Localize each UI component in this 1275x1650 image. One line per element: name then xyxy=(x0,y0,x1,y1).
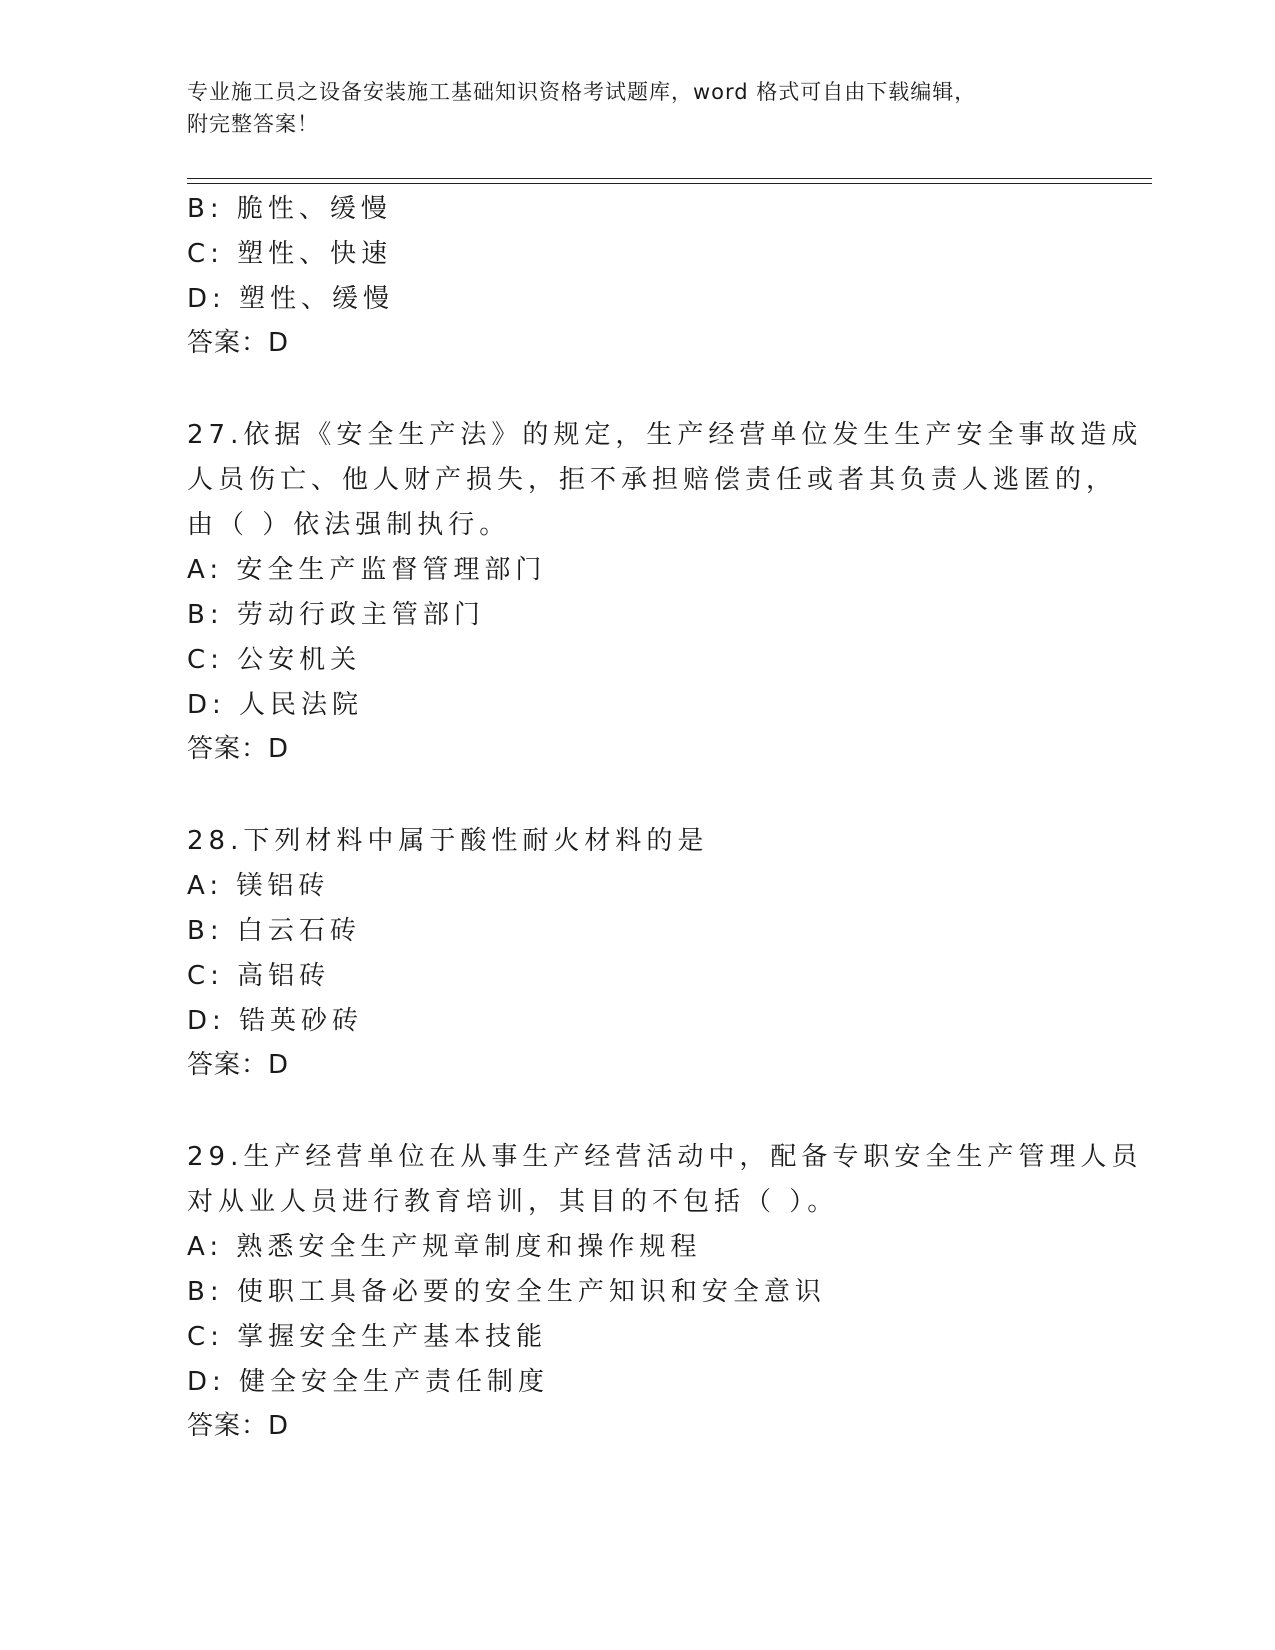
header-divider-secondary xyxy=(187,183,1152,184)
question-stem-line: 28.下列材料中属于酸性耐火材料的是 xyxy=(187,826,709,856)
question-stem-line: 对从业人员进行教育培训，其目的不包括（ ）。 xyxy=(187,1187,839,1217)
answer-label: 答案：D xyxy=(187,734,290,764)
answer-label: 答案：D xyxy=(187,1050,290,1080)
option-c: C: 高铝砖 xyxy=(187,961,331,991)
option-c: C: 掌握安全生产基本技能 xyxy=(187,1322,548,1352)
option-d: D: 塑性、缓慢 xyxy=(187,284,395,314)
question-stem-line: 人员伤亡、他人财产损失，拒不承担赔偿责任或者其负责人逃匿的， xyxy=(187,465,1118,495)
header-note xyxy=(187,76,1087,140)
option-d: D: 锆英砂砖 xyxy=(187,1006,364,1036)
header-line-2: 附完整答案！ xyxy=(187,112,319,136)
option-d: D: 人民法院 xyxy=(187,690,364,720)
option-a: A: 安全生产监督管理部门 xyxy=(187,555,547,585)
question-stem-line: 29.生产经营单位在从事生产经营活动中，配备专职安全生产管理人员 xyxy=(187,1142,1143,1172)
option-b: B: 劳动行政主管部门 xyxy=(187,600,485,630)
option-a: A: 镁铝砖 xyxy=(187,871,330,901)
option-c: C: 公安机关 xyxy=(187,645,362,675)
question-stem-line: 27.依据《安全生产法》的规定，生产经营单位发生生产安全事故造成 xyxy=(187,420,1143,450)
option-d: D: 健全安全生产责任制度 xyxy=(187,1367,550,1397)
answer-label: 答案：D xyxy=(187,328,290,358)
question-stem-line: 由（ ）依法强制执行。 xyxy=(187,510,511,540)
option-b: B: 使职工具备必要的安全生产知识和安全意识 xyxy=(187,1277,826,1307)
answer-label: 答案：D xyxy=(187,1411,290,1441)
option-a: A: 熟悉安全生产规章制度和操作规程 xyxy=(187,1232,702,1262)
header-line-1: 专业施工员之设备安装施工基础知识资格考试题库，word 格式可自由下载编辑， xyxy=(187,80,977,104)
option-c: C: 塑性、快速 xyxy=(187,239,393,269)
header-divider xyxy=(187,178,1152,179)
option-b: B: 脆性、缓慢 xyxy=(187,194,392,224)
option-b: B: 白云石砖 xyxy=(187,916,361,946)
